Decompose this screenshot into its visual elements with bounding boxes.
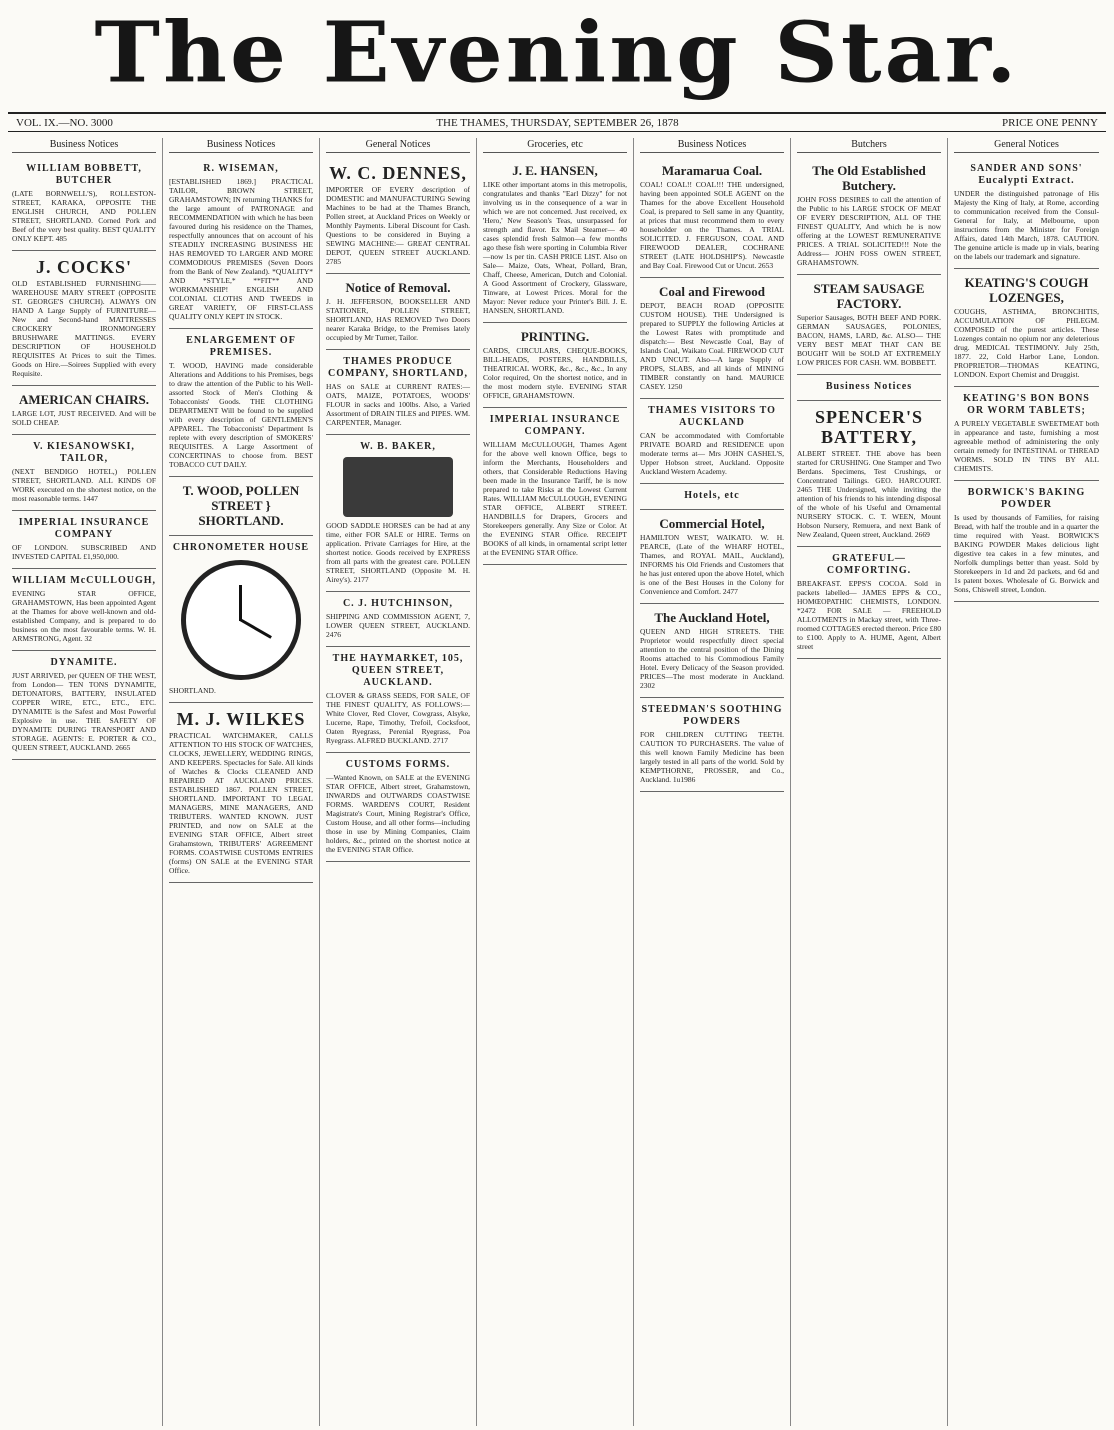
column-header: General Notices xyxy=(954,138,1099,153)
advertisement xyxy=(326,592,470,647)
newspaper-title: The Evening Star. xyxy=(94,2,1020,102)
column-header: Butchers xyxy=(797,138,941,153)
ad-heading: THAMES PRODUCE COMPANY, SHORTLAND, xyxy=(327,356,469,379)
ad-body-text: GOOD SADDLE HORSES can be had at any time, either FOR SALE or HIRE. Terms on application. Private Carriages for Hire, at the shortest notice. Goods received by EXPRESS from all parts with the greatest care. POLLEN STREET, SHORTLAND (Opposite M. H. Airey's). 2177 xyxy=(326,521,470,584)
advertisement xyxy=(483,408,627,565)
ad-body-text: OLD ESTABLISHED FURNISHING——WAREHOUSE MARY STREET (OPPOSITE ST. GEORGE'S CHURCH). ALWAYS ON HAND A Large Supply of FURNITURE—New and Second-hand MATTRESSES CROCKERY IRONMONGERY BRUSHWARE MATTINGS. EVERY DESCRIPTION OF HOUSEHOLD REQUISITES At Prices to suit the Times. Goods on Hire.—Soirees Supplied with every Requisite. xyxy=(12,279,156,378)
ad-body-text: J. H. JEFFERSON, BOOKSELLER AND STATIONER, POLLEN STREET, SHORTLAND, HAS REMOVED Two Doors nearer Karaka Bridge, to the Premises lately occupied by Mr Turner, Tailor. xyxy=(326,297,470,342)
ad-body-text: COAL! COAL!! COAL!!! THE undersigned, having been appointed SOLE AGENT on the Thames for the above Excellent Household Coal, is prepared to Sell same in any Quantity, at prices that must recommend them to every householder on the Thames. A TRIAL SOLICITED. J. FERGUSON, COAL AND FIREWOOD DEALER, COCHRANE STREET (LATE HOLDSHIP'S). Newcastle and Bay Coal. Firewood Cut or Uncut. 2653 xyxy=(640,180,784,270)
advertisement xyxy=(326,647,470,753)
advertisement xyxy=(12,386,156,435)
ad-heading: W. B. BAKER, xyxy=(360,441,436,452)
ad-body-text: PRACTICAL WATCHMAKER, CALLS ATTENTION TO HIS STOCK OF WATCHES, CLOCKS, JEWELLERY, WEDDING RINGS, AND KEEPERS. Spectacles for Sale. All kinds of Watches & Clocks CLEANED AND REPAIRED AT AUCKLAND PRICES. ESTABLISHED 1867. POLLEN STREET, SHORTLAND. IMPORTANT TO LEGAL MANAGERS, MINE MANAGERS, AND TRIBUTERS. WANTED KNOWN. JUST PRINTED, and now on SALE at the EVENING STAR OFFICE, Albert street Grahamstown, TRIBUTERS' AGREEMENT FORMS. COASTWISE CUSTOMS ENTRIES (forms) ON SALE at the EVENING STAR Office. xyxy=(169,731,313,875)
ad-heading: KEATING'S COUGH LOZENGES, xyxy=(964,275,1089,305)
ad-body-text: LARGE LOT, JUST RECEIVED. And will be SOLD CHEAP. xyxy=(12,409,156,427)
ad-body-text: JUST ARRIVED, per QUEEN OF THE WEST, from London— TEN TONS DYNAMITE, DETONATORS, BATTERY, INSULATED COPPER WIRE, ETC., ETC., ETC. DYNAMITE is the Safest and Most Powerful Explosive in use. THE SAFETY OF DYNAMITE DURING TRANSPORT AND STORAGE. AGENTS: E. PORTER & CO., QUEEN STREET, AUCKLAND. 2665 xyxy=(12,671,156,752)
column-header: Business Notices xyxy=(12,138,156,153)
ad-heading: GRATEFUL—COMFORTING. xyxy=(826,553,912,576)
ad-body-text: A PURELY VEGETABLE SWEETMEAT both in appearance and taste, furnishing a most agreeable method of administering the only certain remedy for INTESTINAL or THREAD WORMS. SOLD IN TINS BY ALL CHEMISTS. xyxy=(954,419,1099,473)
advertisement xyxy=(640,604,784,698)
advertisement xyxy=(169,703,313,883)
ad-heading: C. J. HUTCHINSON, xyxy=(342,598,454,609)
ad-heading: Maramarua Coal. xyxy=(661,163,763,178)
clock-illustration xyxy=(181,560,301,680)
column-header: Business Notices xyxy=(169,138,313,153)
advertisement xyxy=(483,323,627,408)
column-1 xyxy=(6,138,163,1426)
advertisement xyxy=(12,511,156,569)
column-5 xyxy=(634,138,791,1426)
advertisement xyxy=(640,698,784,792)
advertisement xyxy=(640,510,784,604)
advertisement xyxy=(797,157,941,275)
ad-heading: J. E. HANSEN, xyxy=(512,163,598,178)
ad-heading: Hotels, etc xyxy=(684,490,740,501)
advertisement xyxy=(797,547,941,659)
ad-body-text: JOHN FOSS DESIRES to call the attention of the Public to his LARGE STOCK OF MEAT OF EVERY DESCRIPTION, ALL OF THE FINEST QUALITY, And which he is now offering at the LOWEST REMUNERATIVE PRICES. A TRIAL SOLICITED!!! Note the Address— JOHN FOSS OWEN STREET, GRAHAMSTOWN. xyxy=(797,195,941,267)
column-6 xyxy=(791,138,948,1426)
ad-body-text: SHORTLAND. xyxy=(169,686,216,695)
advertisement xyxy=(326,435,470,592)
place-date: THE THAMES, THURSDAY, SEPTEMBER 26, 1878 xyxy=(436,116,679,129)
advertisement xyxy=(640,157,784,278)
volume-number: VOL. IX.—NO. 3000 xyxy=(16,116,113,129)
advertisement xyxy=(954,269,1099,387)
advertisement xyxy=(797,375,941,401)
ad-body-text: HAS on SALE at CURRENT RATES:— OATS, MAIZE, POTATOES, WOODS' FLOUR in sacks and 100lbs. Also, a Varied Assortment of DRAIN TILES and PIPES. WM. CARPENTER, Manager. xyxy=(326,382,470,427)
price: PRICE ONE PENNY xyxy=(1002,116,1098,129)
ad-heading: WILLIAM McCULLOUGH, xyxy=(12,575,156,586)
advertisement xyxy=(797,275,941,375)
ad-body-text: CAN be accommodated with Comfortable PRIVATE BOARD and RESIDENCE upon moderate terms at— Mrs JOHN CASHEL'S, Upper Hobson street, Auckland. Opposite Auckland Western Academy. xyxy=(640,431,784,476)
ad-body-text: QUEEN AND HIGH STREETS. THE Proprietor would respectfully direct special attention to the central position of the Dining Rooms attached to his Commodious Family Hotel. Every Delicacy of the Season provided. PRICES—The most moderate in Auckland. 2302 xyxy=(640,627,784,690)
ad-heading: Coal and Firewood xyxy=(659,284,765,299)
ad-body-text: UNDER the distinguished patronage of His Majesty the King of Italy, at Rome, according to communication received from the Consul-General for Italy, at Melbourne, upon instructions from the Minister for Foreign Affairs, dated 14th March, 1878. CAUTION. The genuine article is made up in vials, bearing on the labels our trademark and signature. xyxy=(954,189,1099,261)
ad-body-text: [ESTABLISHED 1869.] PRACTICAL TAILOR, BROWN STREET, GRAHAMSTOWN; IN returning THANKS for the large amount of PATRONAGE and RECOMMENDATION with which he has been favoured during his residence on the Thames, respectfully announces that on account of his STEADILY INCREASING BUSINESS HE HAS REMOVED TO LARGER AND MORE COMMODIOUS PREMISES (Seven Doors from the Bank of New Zealand). *QUALITY* AND *STYLE,* **FIT** AND WORKMANSHIP! ENGLISH AND COLONIAL CLOTHS AND TWEEDS in GREAT VARIETY, OF FIRST-CLASS QUALITY ONLY KEPT IN STOCK. xyxy=(169,177,313,321)
ad-heading: STEEDMAN'S SOOTHING POWDERS xyxy=(641,704,783,727)
ad-body-text: CARDS, CIRCULARS, CHEQUE-BOOKS, BILL-HEADS, POSTERS, HANDBILLS, THEATRICAL WORK, &c., &c., &c., In any Color required, On the shortest notice, and in the most modern style. EVENING STAR OFFICE, GRAHAMSTOWN. xyxy=(483,346,627,400)
ad-body-text: EVENING STAR OFFICE, GRAHAMSTOWN, Has been appointed Agent at the Thames for above well-known and old-established Company, and is prepared to do business on the most favourable terms. W. H. ARMSTRONG, Agent. 32 xyxy=(12,589,156,643)
ad-heading: THAMES VISITORS TO AUCKLAND xyxy=(648,405,776,428)
ad-heading: ENLARGEMENT OF PREMISES. xyxy=(186,335,296,358)
ad-heading: PRINTING. xyxy=(520,329,590,344)
ad-heading: WILLIAM BOBBETT, BUTCHER xyxy=(26,163,142,186)
advertisement xyxy=(12,435,156,511)
advertisement xyxy=(326,157,470,274)
ad-heading: M. J. WILKES xyxy=(176,709,306,729)
ad-body-text: HAMILTON WEST, WAIKATO. W. H. PEARCE, (Late of the WHARF HOTEL, Thames, and ROYAL MAIL, Auckland), INFORMS his Old Friends and Customers that he has just entered upon the above Hotel, which is one of the Best Houses in the Colony for Convenience and Comfort. 2477 xyxy=(640,533,784,596)
carriage-illustration xyxy=(343,457,453,517)
advertisement xyxy=(326,350,470,435)
advertisement xyxy=(169,477,313,536)
ad-heading: SPENCER'S BATTERY, xyxy=(814,407,924,447)
ad-heading: R. WISEMAN, xyxy=(203,163,279,174)
advertisement xyxy=(326,274,470,350)
advertisement xyxy=(169,157,313,329)
ad-body-text: COUGHS, ASTHMA, BRONCHITIS, ACCUMULATION OF PHLEGM. COMPOSED of the purest articles. These Lozenges contain no opium nor any deleterious drug. MEDICAL TESTIMONY. July 25th, 1877. 22, Cold Harbor Lane, London. PROPRIETOR—THOMAS KEATING, LONDON. Export Chemist and Druggist. xyxy=(954,307,1099,379)
ad-heading: V. KIESANOWSKI, TAILOR, xyxy=(33,441,135,464)
advertisement xyxy=(954,481,1099,602)
ad-body-text: LIKE other important atoms in this metropolis, congratulates and thanks "Earl Dizzy" for not involving us in the consequence of a war in which we are not concerned. Just received, ex 'Hero,' New Season's Teas, unsurpassed for strength and flavor. Ex Mail Steamer— 40 cases splendid fresh Salmon—a few months ago these fish were sporting in Columbia River—now 1s per tin. CASH PRICE LIST. Also on Sale— Maize, Oats, Wheat, Pollard, Bran, Chaff, Cheese, American, Dutch and Colonial. A Good Assortment of Crockery, Glassware, Tinware, at Lowest Prices. Moral for the Mayor: Never reduce your Printer's Bill. J. E. HANSEN, SHORTLAND. xyxy=(483,180,627,315)
ad-heading: KEATING'S BON BONS OR WORM TABLETS; xyxy=(963,393,1090,416)
ad-heading: IMPERIAL INSURANCE COMPANY xyxy=(18,517,150,540)
ad-heading: AMERICAN CHAIRS. xyxy=(18,392,149,407)
ad-body-text: IMPORTER OF EVERY description of DOMESTIC and MANUFACTURING Sewing Machines to be had at the Thames Branch, Pollen street, at Auckland Prices on Weekly or Monthly Payments. Liberal Discount for Cash. Questions to be considered in Buying a SEWING MACHINE:— GREAT CENTRAL DEPOT, QUEEN STREET AUCKLAND. 2785 xyxy=(326,185,470,266)
ad-heading: BORWICK'S BAKING POWDER xyxy=(967,487,1086,510)
advertisement xyxy=(12,569,156,651)
column-header: Groceries, etc xyxy=(483,138,627,153)
ad-heading: SANDER AND SONS' Eucalypti Extract. xyxy=(970,163,1083,186)
ad-body-text: WILLIAM McCULLOUGH, Thames Agent for the above well known Office, begs to inform the Merchants, Householders and others, that Considerable Reductions Having been made in the Insurance Tariff, he is now prepared to take Risks at the Lowest Current Rates. WILLIAM McCULLOUGH, EVENING STAR OFFICE, ALBERT STREET. HANDBILLS for Drapers, Grocers and Storekeepers generally. Any Size or Color. At the EVENING STAR Office. RECEIPT BOOKS of all kinds, in ornamental script letter at the EVENING STAR Office. xyxy=(483,440,627,557)
ad-heading: CHRONOMETER HOUSE xyxy=(172,542,310,553)
ad-body-text: —Wanted Known, on SALE at the EVENING STAR OFFICE, Albert street, Grahamstown, INWARDS and OUTWARDS COASTWISE FORMS. WARDEN'S COURT, Resident Magistrate's Court, Mining Registrar's Office, Custom House, and all other forms—including those in use by Mining Companies, Claim holders, &c., printed on the shortest notice at the EVENING STAR Office. xyxy=(326,773,470,854)
columns xyxy=(6,138,1108,1426)
advertisement xyxy=(483,157,627,323)
ad-body-text: CLOVER & GRASS SEEDS, FOR SALE, OF THE FINEST QUALITY, AS FOLLOWS:— White Clover, Red Clover, Cowgrass, Alsyke, Lucerne, Rape, Timothy, Trefoil, Cocksfoot, Oaten Ryegrass, Perenial Ryegrass, Poa Ryegrass. ALFRED BUCKLAND. 2717 xyxy=(326,691,470,745)
advertisement xyxy=(640,484,784,510)
advertisement xyxy=(640,399,784,484)
advertisement xyxy=(12,651,156,760)
advertisement xyxy=(954,387,1099,481)
ad-heading: T. WOOD, POLLEN STREET } SHORTLAND. xyxy=(182,483,300,528)
ad-body-text: Superior Sausages, BOTH BEEF AND PORK. GERMAN SAUSAGES, POLONIES, BACON, HAMS, LARD, &c. ALSO— THE VERY BEST MEAT THAT CAN BE BOUGHT Will be SOLD AT EXTREMELY LOW PRICES FOR CASH. WM. BOBBETT. xyxy=(797,313,941,367)
advertisement xyxy=(12,251,156,386)
column-header: Business Notices xyxy=(640,138,784,153)
masthead xyxy=(0,0,1114,118)
ad-body-text: (NEXT BENDIGO HOTEL,) POLLEN STREET, SHORTLAND. ALL KINDS OF WORK executed on the shortest notice, on the most reasonable terms. 1447 xyxy=(12,467,156,503)
ad-heading: W. C. DENNES, xyxy=(329,163,467,183)
ad-body-text: (LATE BORNWELL'S), ROLLESTON-STREET, KARAKA, OPPOSITE THE ENGLISH CHURCH, AND POLLEN STREET, SHORTLAND. Corned Pork and Beef of the very best quality. BEST QUALITY ONLY KEPT. 485 xyxy=(12,189,156,243)
ad-heading: CUSTOMS FORMS. xyxy=(345,759,451,770)
ad-body-text: T. WOOD, HAVING made considerable Alterations and Additions to his Premises, begs to draw the attention of the Public to his Well-assorted Stock of Men's Clothing & Tobacconists' Goods. THE CLOTHING DEPARTMENT Will be found to be supplied with every description of GENTLEMEN'S APPAREL. The Tobacconists' Department Is replete with every description of SMOKERS' REQUISITES. A Large Assortment of CONCERTINAS to choose from. BEST TOBACCO CUT DAILY. xyxy=(169,361,313,469)
ad-heading: J. COCKS' xyxy=(35,257,132,277)
ad-body-text: DEPOT, BEACH ROAD (OPPOSITE CUSTOM HOUSE). THE Undersigned is prepared to SUPPLY the following Articles at the Lowest Rates with promptitude and dispatch:— Best Newcastle Coal, Bay of Islands Coal, Waikato Coal. FIREWOOD CUT AND UNCUT. Also—A large Supply of PROPS, SLABS, and all kinds of MINING TIMBER constantly on hand. MAURICE CASEY. 1250 xyxy=(640,301,784,391)
ad-heading: Business Notices xyxy=(825,381,913,392)
advertisement xyxy=(169,329,313,477)
ad-heading: The Auckland Hotel, xyxy=(654,610,770,625)
advertisement xyxy=(797,401,941,547)
advertisement xyxy=(169,536,313,703)
advertisement xyxy=(12,157,156,251)
ad-body-text: FOR CHILDREN CUTTING TEETH. CAUTION TO PURCHASERS. The value of this well known Family Medicine has been largely tested in all parts of the world. Sold by KEMPTHORNE, PROSSER, and Co., Auckland. 1u1986 xyxy=(640,730,784,784)
ad-body-text: OF LONDON. SUBSCRIBED AND INVESTED CAPITAL £1,950,000. xyxy=(12,543,156,561)
ad-body-text: ALBERT STREET. THE above has been started for CRUSHING. One Stamper and Two Berdans. Specimens, Test Crushings, or Concentrated Tailings. GEO. HARCOURT. 2465 THE Undersigned, while inviting the attention of his friends to his intending disposal of the whole of his Useful and Ornamental NURSERY STOCK. C. T. WEEN, Mount Hobson Nursery, Remuera, and next Bank of New Zealand, Queen street, Auckland. 2669 xyxy=(797,449,941,539)
dateline xyxy=(8,112,1106,132)
ad-heading: THE HAYMARKET, 105, QUEEN STREET, AUCKLAND. xyxy=(332,653,464,688)
column-2 xyxy=(163,138,320,1426)
advertisement xyxy=(640,278,784,399)
ad-heading: Notice of Removal. xyxy=(345,280,451,295)
column-3 xyxy=(320,138,477,1426)
column-4 xyxy=(477,138,634,1426)
ad-body-text: BREAKFAST. EPPS'S COCOA. Sold in packets labelled— JAMES EPPS & CO., HOMŒOPATHIC CHEMISTS, LONDON. *2472 FOR SALE — FREEHOLD ALLOTMENTS in Mackay street, with Three-roomed COTTAGES erected thereon. Price £80 to £100. Apply to A. HUME, Agent, Albert street xyxy=(797,579,941,651)
ad-body-text: Is used by thousands of Families, for raising Bread, with half the trouble and in a quarter the time required with Yeast. BORWICK'S BAKING POWDER Makes delicious light digestive tea cakes in a few minutes, and Norfolk dumplings better than yeast. Sold by Storekeepers in 1d and 2d packets, and 6d and 1s patent boxes. Wholesale of G. Borwick and Sons, Chiswell street, London. xyxy=(954,513,1099,594)
ad-heading: IMPERIAL INSURANCE COMPANY. xyxy=(489,414,621,437)
ad-heading: The Old Established Butchery. xyxy=(812,163,926,193)
ad-heading: DYNAMITE. xyxy=(50,657,118,668)
column-header: General Notices xyxy=(326,138,470,153)
advertisement xyxy=(326,753,470,862)
advertisement xyxy=(954,157,1099,269)
column-7 xyxy=(948,138,1105,1426)
ad-heading: Commercial Hotel, xyxy=(659,516,765,531)
ad-heading: STEAM SAUSAGE FACTORY. xyxy=(813,281,925,311)
ad-body-text: SHIPPING AND COMMISSION AGENT, 7, LOWER QUEEN STREET, AUCKLAND. 2476 xyxy=(326,612,470,639)
